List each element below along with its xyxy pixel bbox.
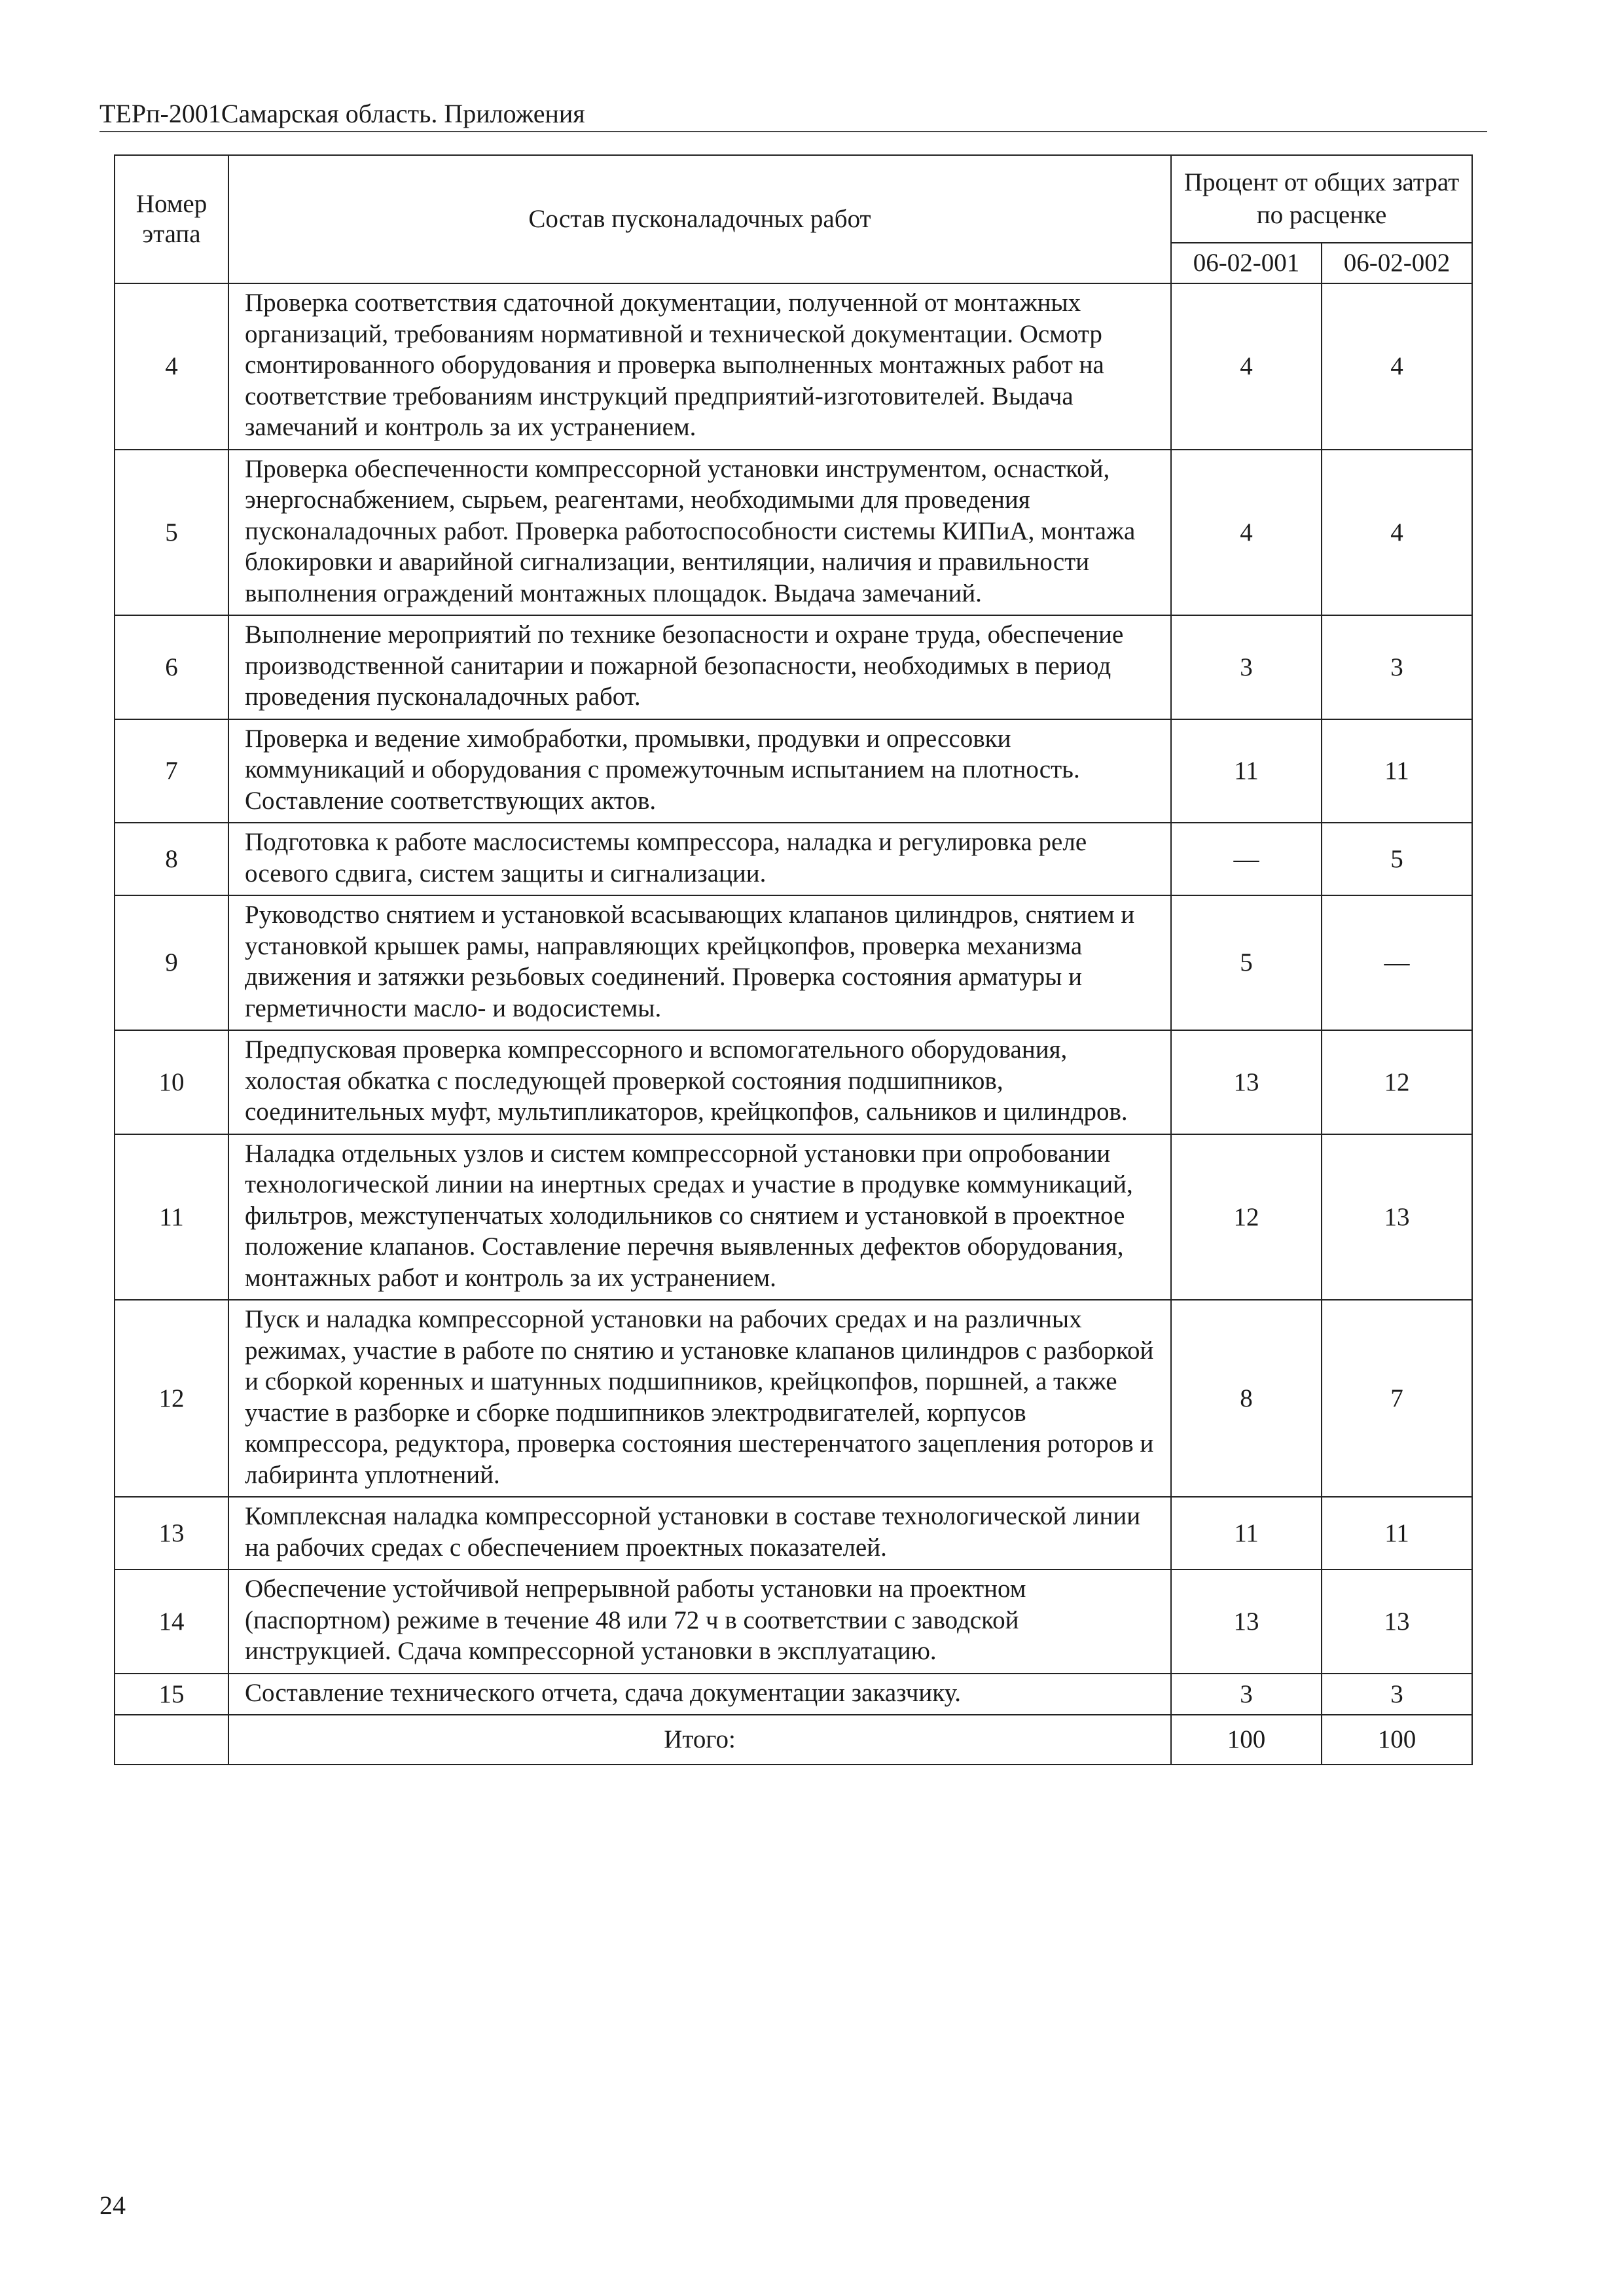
page-number: 24	[99, 2191, 126, 2220]
stage-number: 9	[115, 895, 228, 1030]
table-row	[115, 1674, 1472, 1715]
percent-06-02-002: 7	[1322, 1300, 1472, 1497]
stage-number: 5	[115, 450, 228, 616]
stage-description: Составление технического отчета, сдача документации заказчику.	[228, 1674, 1171, 1715]
percent-06-02-001: —	[1171, 823, 1322, 895]
percent-06-02-001: 3	[1171, 1674, 1322, 1715]
header-row	[115, 155, 1472, 243]
stage-number-header: Номер этапа	[115, 155, 228, 283]
table-row	[115, 615, 1472, 719]
stage-number: 11	[115, 1134, 228, 1300]
percent-06-02-002: 11	[1322, 1497, 1472, 1570]
composition-header: Состав пусконаладочных работ	[228, 155, 1171, 283]
table-row	[115, 1300, 1472, 1497]
percent-06-02-002: 12	[1322, 1030, 1472, 1134]
percent-06-02-001: 3	[1171, 615, 1322, 719]
table-row	[115, 823, 1472, 895]
table-row	[115, 283, 1472, 450]
percent-06-02-002: 3	[1322, 1674, 1472, 1715]
stage-number: 8	[115, 823, 228, 895]
running-header: ТЕРп-2001Самарская область. Приложения	[99, 98, 1487, 132]
stage-description: Предпусковая проверка компрессорного и вспомогательного оборудования, холостая обкатка с последующей проверкой состояния подшипников, соединительных муфт, мультипликаторов, крейцкопфов, сальников и цилиндров.	[228, 1030, 1171, 1134]
percent-06-02-002: 4	[1322, 283, 1472, 450]
stage-number: 13	[115, 1497, 228, 1570]
table-row	[115, 1030, 1472, 1134]
stage-description: Проверка обеспеченности компрессорной установки инструментом, оснасткой, энергоснабжением, сырьем, реагентами, необходимыми для проведения пусконаладочных работ. Проверка работоспособности системы КИПиА, монтажа блокировки и аварийной сигнализации, вентиляции, наличия и правильности выполнения ограждений монтажных площадок. Выдача замечаний.	[228, 450, 1171, 616]
stage-description: Пуск и наладка компрессорной установки на рабочих средах и на различных режимах, участие в работе по снятию и установке клапанов цилиндров с разборкой и сборкой коренных и шатунных подшипников, крейцкопфов, поршней, а также участие в разборке и сборке подшипников электродвигателей, корпусов компрессора, редуктора, проверка состояния шестеренчатого зацепления роторов и лабиринта уплотнений.	[228, 1300, 1171, 1497]
stage-number: 4	[115, 283, 228, 450]
total-row	[115, 1715, 1472, 1765]
percent-06-02-001: 11	[1171, 1497, 1322, 1570]
percent-06-02-001: 4	[1171, 450, 1322, 616]
stage-number: 15	[115, 1674, 228, 1715]
table-row	[115, 719, 1472, 823]
stage-number: 12	[115, 1300, 228, 1497]
stage-number: 6	[115, 615, 228, 719]
total-label: Итого:	[228, 1715, 1171, 1765]
code-header-06-02-002: 06-02-002	[1322, 243, 1472, 283]
stage-number: 7	[115, 719, 228, 823]
stage-description: Руководство снятием и установкой всасывающих клапанов цилиндров, снятием и установкой крышек рамы, направляющих крейцкопфов, проверка механизма движения и затяжки резьбовых соединений. Проверка состояния арматуры и герметичности масло- и водосистемы.	[228, 895, 1171, 1030]
stage-description: Выполнение мероприятий по технике безопасности и охране труда, обеспечение производственной санитарии и пожарной безопасности, необходимых в период проведения пусконаладочных работ.	[228, 615, 1171, 719]
percent-06-02-002: 4	[1322, 450, 1472, 616]
percent-06-02-002: 5	[1322, 823, 1472, 895]
stage-number: 10	[115, 1030, 228, 1134]
percent-06-02-002: 11	[1322, 719, 1472, 823]
total-empty-cell	[115, 1715, 228, 1765]
stage-description: Комплексная наладка компрессорной установки в составе технологической линии на рабочих средах с обеспечением проектных показателей.	[228, 1497, 1171, 1570]
table-row	[115, 1134, 1472, 1300]
stage-description: Проверка и ведение химобработки, промывки, продувки и опрессовки коммуникаций и оборудования с промежуточным испытанием на плотность. Составление соответствующих актов.	[228, 719, 1171, 823]
stage-description: Обеспечение устойчивой непрерывной работы установки на проектном (паспортном) режиме в течение 48 или 72 ч в соответствии с заводской инструкцией. Сдача компрессорной установки в эксплуатацию.	[228, 1570, 1171, 1674]
stage-description: Подготовка к работе маслосистемы компрессора, наладка и регулировка реле осевого сдвига, систем защиты и сигнализации.	[228, 823, 1171, 895]
total-06-02-001: 100	[1171, 1715, 1322, 1765]
percent-06-02-002: 13	[1322, 1570, 1472, 1674]
percent-06-02-002: 3	[1322, 615, 1472, 719]
percent-06-02-001: 4	[1171, 283, 1322, 450]
percent-06-02-001: 8	[1171, 1300, 1322, 1497]
stage-description: Наладка отдельных узлов и систем компрессорной установки при опробовании технологической линии на инертных средах и участие в продувке коммуникаций, фильтров, межступенчатых холодильников со снятием и установкой в проектное положение клапанов. Составление перечня выявленных дефектов оборудования, монтажных работ и контроль за их устранением.	[228, 1134, 1171, 1300]
stages-table	[114, 154, 1473, 1765]
percent-06-02-002: —	[1322, 895, 1472, 1030]
table-row	[115, 1497, 1472, 1570]
percent-06-02-001: 12	[1171, 1134, 1322, 1300]
total-06-02-002: 100	[1322, 1715, 1472, 1765]
percent-06-02-001: 13	[1171, 1570, 1322, 1674]
percent-06-02-001: 11	[1171, 719, 1322, 823]
table-row	[115, 1570, 1472, 1674]
table-row	[115, 895, 1472, 1030]
stage-description: Проверка соответствия сдаточной документации, полученной от монтажных организаций, требованиям нормативной и технической документации. Осмотр смонтированного оборудования и проверка выполненных монтажных работ на соответствие требованиям инструкций предприятий-изготовителей. Выдача замечаний и контроль за их устранением.	[228, 283, 1171, 450]
percent-header: Процент от общих затрат по расценке	[1171, 155, 1472, 243]
table-row	[115, 450, 1472, 616]
percent-06-02-001: 5	[1171, 895, 1322, 1030]
percent-06-02-001: 13	[1171, 1030, 1322, 1134]
percent-06-02-002: 13	[1322, 1134, 1472, 1300]
stage-number: 14	[115, 1570, 228, 1674]
code-header-06-02-001: 06-02-001	[1171, 243, 1322, 283]
